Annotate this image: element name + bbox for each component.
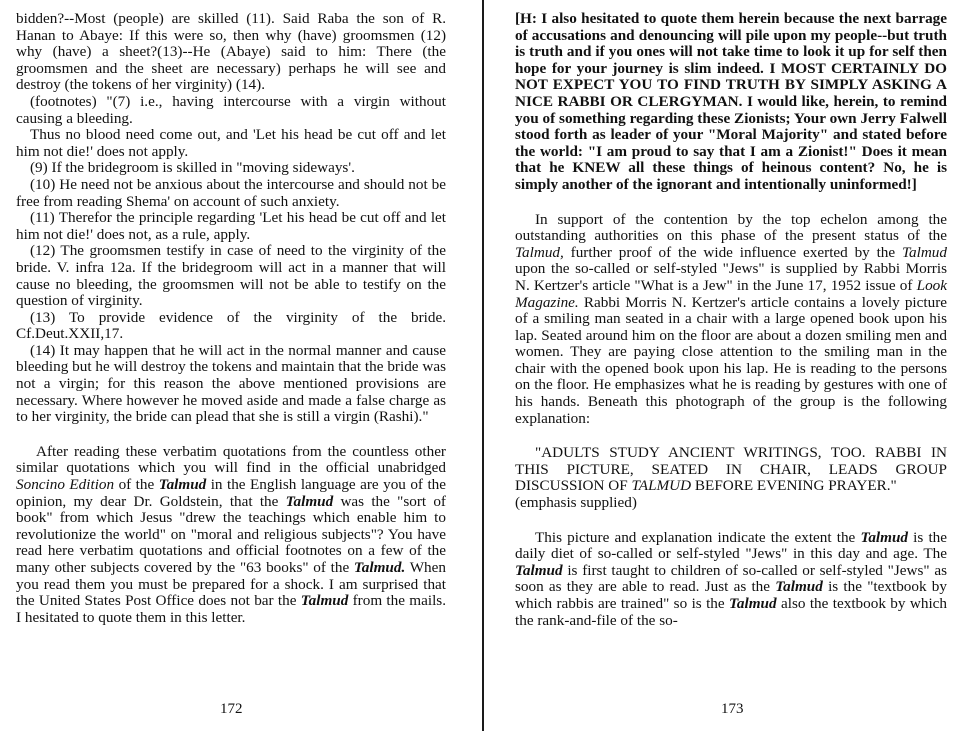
page-number: 173	[721, 701, 744, 717]
right-text-column	[515, 11, 947, 629]
support-paragraph: In support of the contention by the top echelon among the outstanding authorities on this phase of the present status of the Talmud, further proof of the wide influence exerted by the Talmud upon the so-called or self-styled "Jews" is supplied by Rabbi Morris N. Kertzer's article "What is a Jew" in the June 17, 1952 issue of Look Magazine. Rabbi Morris N. Kertzer's article contains a lovely picture of a smiling man seated in a chair with a large opened book upon his lap. Seated around him on the floor are about a dozen smiling men and women. They are paying close attention to the smiling man in the chair with the opened book upon his lap. He is reading to the persons on the floor. He emphasizes what he is reading by gestures with one of his hands. Beneath this photograph of the group is the following explanation:	[515, 210, 947, 427]
footnote-11: (11) Therefor the principle regarding 'Let his head be cut off and let him not die!' does not, as a rule, apply.	[16, 209, 446, 243]
book-spine-divider	[482, 0, 484, 731]
closing-paragraph: After reading these verbatim quotations from the countless other similar quotations which you will find in the official unabridged Soncino Edition of the Talmud in the English language are you of the opinion, my dear Dr. Goldstein, that the Talmud was the "sort of book" from which Jesus "drew the teachings which enable him to revolutionize the world" on "moral and religious subjects"? You have read here verbatim quotations and official footnotes on a few of the many other subjects covered by the "63 books" of the Talmud. When you read them you must be prepared for a shock. I am surprised that the United States Post Office does not bar the Talmud from the mails. I hesitated to quote them in this letter.	[16, 442, 446, 626]
footnote-7: (footnotes) "(7) i.e., having intercourse with a virgin without causing a bleeding.	[16, 92, 446, 127]
left-text-column	[16, 11, 446, 626]
left-page	[0, 0, 483, 731]
footnote-8: Thus no blood need come out, and 'Let his head be cut off and let him not die!' does not apply.	[16, 126, 446, 160]
right-page	[485, 0, 968, 731]
final-paragraph: This picture and explanation indicate the extent the Talmud is the daily diet of so-called or self-styled "Jews" in this day and age. The Talmud is first taught to children of so-called or self-styled "Jews" as soon as they are able to read. Just as the Talmud is the "textbook by which rabbis are trained" so is the Talmud also the textbook by which the rank-and-file of the so-	[515, 528, 948, 629]
footnote-13: (13) To provide evidence of the virginity of the bride. Cf.Deut.XXII,17.	[16, 308, 446, 343]
page-number: 172	[220, 701, 243, 717]
emphasis-note: (emphasis supplied)	[515, 494, 637, 512]
footnote-9: (9) If the bridegroom is skilled in "moving sideways'.	[30, 159, 355, 177]
footnote-12: (12) The groomsmen testify in case of need to the virginity of the bride. V. infra 12a. If the bridegroom will act in a manner that will cause no bleeding, the groomsmen will not be able to testify on the question of virginity.	[16, 242, 446, 310]
editor-note: [H: I also hesitated to quote them herein because the next barrage of accusations and denouncing will pile upon my people--but truth is truth and if you ones will not take time to look it up for self then hope for your journey is slim indeed. I MOST CERTAINLY DO NOT EXPECT YOU TO FIND TRUTH BY SIMPLY ASKING A NICE RABBI OR CLERGYMAN. I would like, herein, to remind you of something regarding these Zionists; Your own Jerry Falwell stood forth as leader of your "Moral Majority" and stated before the world: "I am proud to say that I am a Zionist!" Does it mean that he KNEW all these things of heinous content? No, he is simply another of the ignorant and intentionally uninformed!]	[515, 10, 947, 193]
footnote-10: (10) He need not be anxious about the intercourse and should not be free from reading Shema' on account of such anxiety.	[16, 175, 446, 210]
body-paragraph: bidden?--Most (people) are skilled (11). Said Raba the son of R. Hanan to Abaye: If this were so, then why (have) groomsmen (12) why (have) a sheet?(13)--He (Abaye) said to him: There (the groomsmen and the sheet are necessary) perhaps he will see and destroy (the tokens of her virginity) (14).	[16, 10, 446, 94]
footnote-14: (14) It may happen that he will act in the normal manner and cause bleeding but he will destroy the tokens and maintain that the bride was not a virgin; for this reason the above mentioned provisions are necessary. Where however he moved aside and made a false charge as to her virginity, the bride can plead that she is still a virgin (Rashi)."	[16, 341, 446, 426]
magazine-caption-quote: "ADULTS STUDY ANCIENT WRITINGS, TOO. RABBI IN THIS PICTURE, SEATED IN CHAIR, LEADS GROUP DISCUSSION OF TALMUD BEFORE EVENING PRAYER."	[515, 444, 947, 495]
